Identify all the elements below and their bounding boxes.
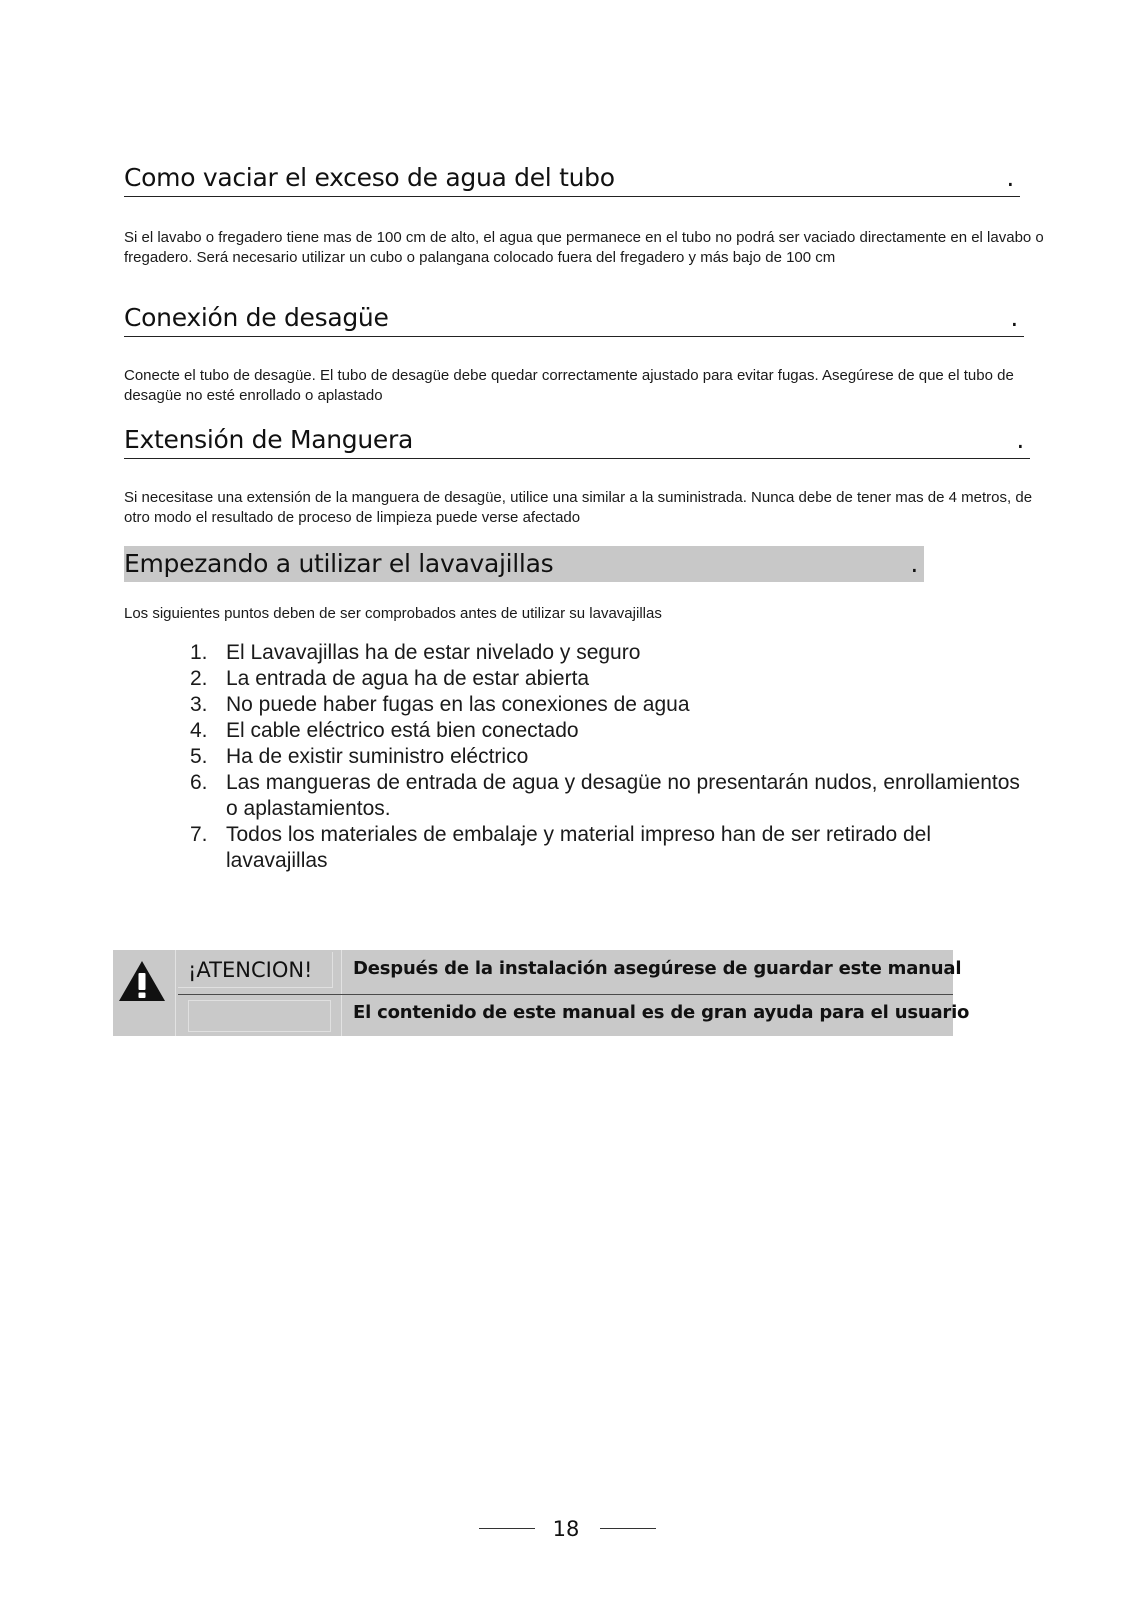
section-body-desague: Conecte el tubo de desagüe. El tubo de desagüe debe quedar correctamente ajustado para evitar fugas. Asegúrese de que el tubo de desagüe no esté enrollado o aplastado <box>124 367 1014 404</box>
list-item-number: 4. <box>190 719 208 742</box>
section-heading-text: Extensión de Manguera <box>124 425 414 454</box>
warning-row-separator <box>178 994 953 995</box>
section-heading-text: Conexión de desagüe <box>124 303 389 332</box>
page-number: 18 <box>552 1517 580 1541</box>
page-footer <box>0 1514 1132 1544</box>
footer-rule <box>479 1528 535 1529</box>
section-body-vaciar: Si el lavabo o fregadero tiene mas de 100 cm de alto, el agua que permanece en el tubo no podrá ser vaciado directamente en el lavabo o fregadero. Será necesario utilizar un cubo o palangana colocado fuera del fregadero y más bajo de 100 cm <box>124 229 1044 266</box>
list-item-text: El cable eléctrico está bien conectado <box>226 719 579 742</box>
heading-dot: . <box>1006 163 1014 192</box>
warning-box <box>113 950 970 1036</box>
list-item-number: 7. <box>190 823 208 846</box>
list-item-text: Ha de existir suministro eléctrico <box>226 745 529 768</box>
list-item-text: El Lavavajillas ha de estar nivelado y seguro <box>226 641 641 664</box>
list-item <box>190 640 1030 666</box>
warning-message-2: El contenido de este manual es de gran ayuda para el usuario <box>353 1002 970 1023</box>
section-heading-text: Como vaciar el exceso de agua del tubo <box>124 163 615 192</box>
footer-rule <box>600 1528 656 1529</box>
heading-dot: . <box>1016 425 1024 454</box>
section-heading-desague <box>124 300 1024 337</box>
list-item <box>190 718 1030 744</box>
list-item-number: 3. <box>190 693 208 716</box>
list-item-number: 2. <box>190 667 208 690</box>
warning-divider <box>175 950 176 1036</box>
list-item <box>190 692 1030 718</box>
list-item <box>190 822 1030 874</box>
list-item-text: Las mangueras de entrada de agua y desagüe no presentarán nudos, enrollamientos o aplastamientos. <box>226 771 1020 820</box>
warning-divider <box>341 950 342 1036</box>
heading-dot: . <box>910 549 918 578</box>
list-item-number: 6. <box>190 771 208 794</box>
section-body-empezando: Los siguientes puntos deben de ser comprobados antes de utilizar su lavavajillas <box>124 605 662 622</box>
section-heading-extension <box>124 422 1030 459</box>
warning-message-1: Después de la instalación asegúrese de guardar este manual <box>353 958 962 979</box>
section-heading-text: Empezando a utilizar el lavavajillas <box>124 549 554 578</box>
pre-use-checklist <box>190 640 1030 874</box>
list-item-number: 1. <box>190 641 208 664</box>
list-item <box>190 744 1030 770</box>
section-heading-vaciar <box>124 160 1020 197</box>
warning-title: ¡ATENCION! <box>178 952 333 988</box>
warning-empty-cell <box>188 1000 331 1032</box>
list-item-text: Todos los materiales de embalaje y material impreso han de ser retirado del lavavajillas <box>226 823 932 872</box>
list-item-text: La entrada de agua ha de estar abierta <box>226 667 590 690</box>
list-item-number: 5. <box>190 745 208 768</box>
list-item <box>190 770 1030 822</box>
warning-icon-cell <box>113 950 169 1036</box>
heading-dot: . <box>1010 303 1018 332</box>
section-heading-empezando <box>124 546 924 582</box>
list-item <box>190 666 1030 692</box>
section-body-extension: Si necesitase una extensión de la manguera de desagüe, utilice una similar a la suministrada. Nunca debe de tener mas de 4 metros, de otro modo el resultado de proceso de limpieza puede verse afectado <box>124 489 1033 526</box>
list-item-text: No puede haber fugas en las conexiones de agua <box>226 693 690 716</box>
